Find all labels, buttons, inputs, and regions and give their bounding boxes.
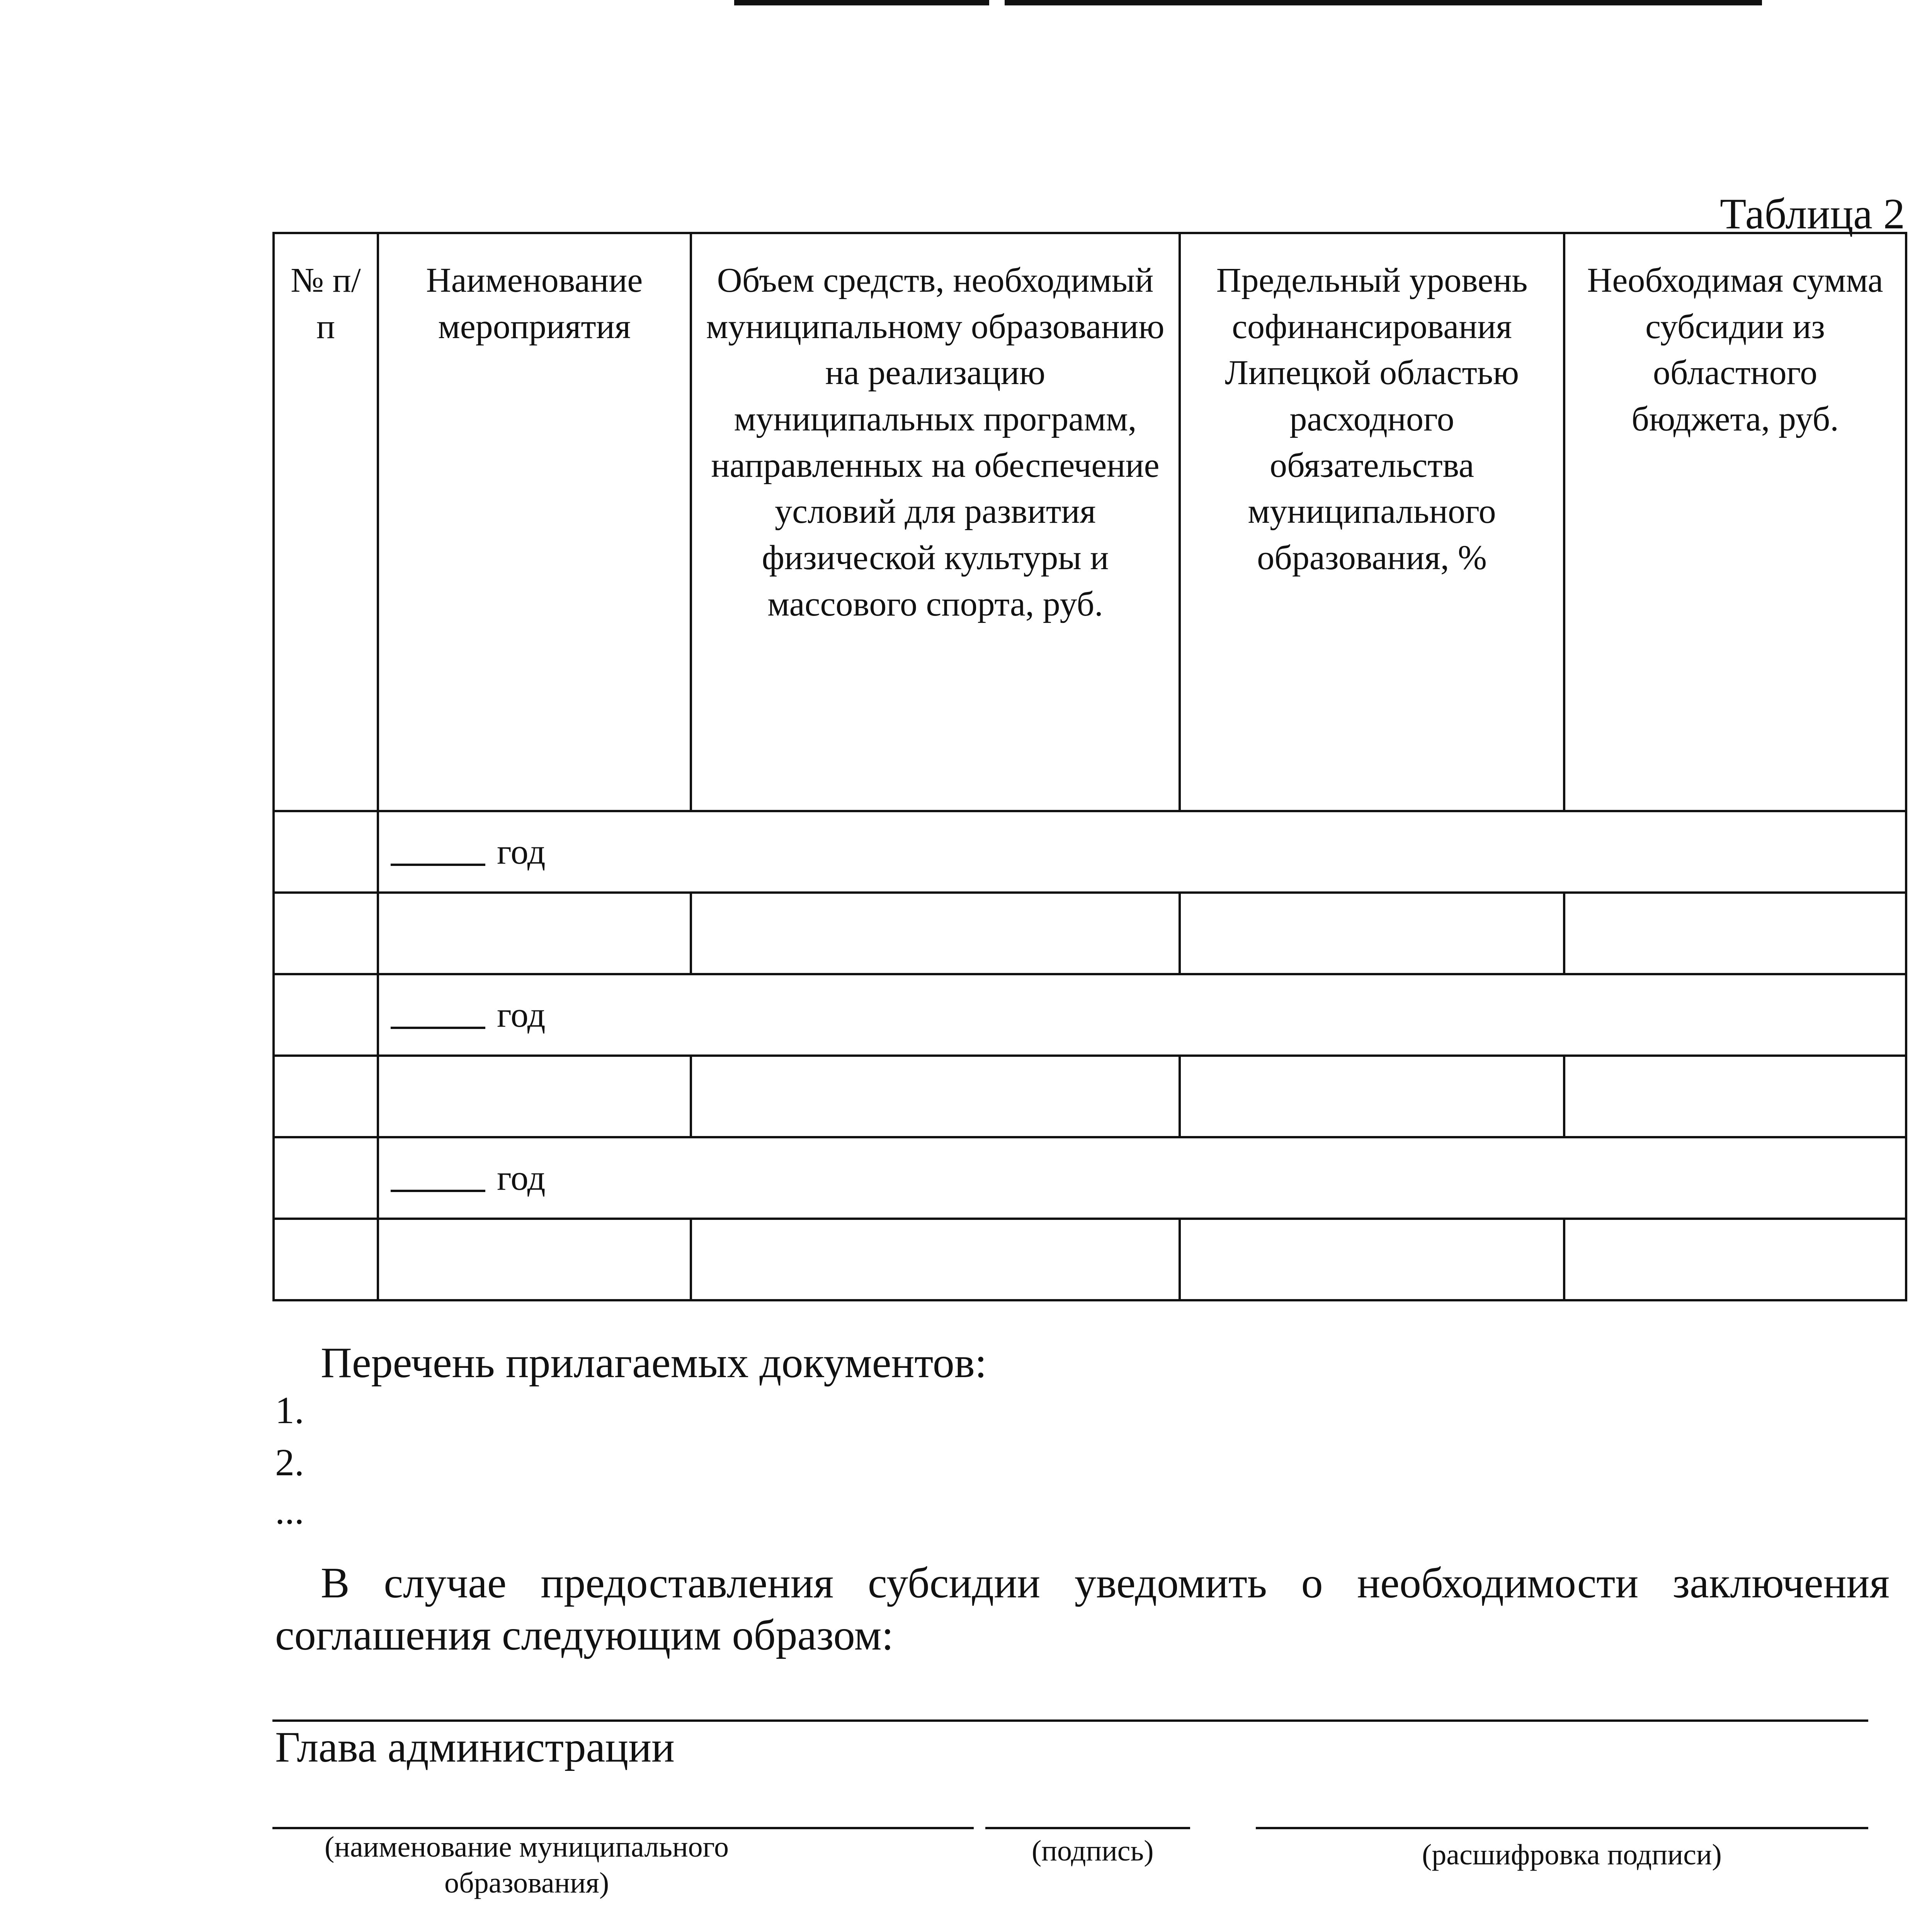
- year-label: год: [497, 1158, 546, 1198]
- cell-empty: [274, 1219, 378, 1300]
- scan-artifact-top: [734, 0, 1762, 5]
- cell-number: [274, 1137, 378, 1219]
- table-row-year-1: [274, 811, 1906, 893]
- header-event-name: Наименование мероприятия: [378, 233, 691, 811]
- notice-line-1: В случае предоставления субсидии уведомить о необходимости заключения: [321, 1559, 1889, 1607]
- documents-item-1: 1.: [275, 1389, 304, 1432]
- table-row: [274, 1056, 1906, 1137]
- header-funds-volume: Объем средств, необходимый муниципальному образованию на реализацию муниципальных программ, направленных на обеспечение условий для развития физической культуры и массового спорта, руб.: [691, 233, 1180, 811]
- header-cofinancing-level: Предельный уровень софинансирования Липецкой областью расходного обязательства муниципального образования, %: [1180, 233, 1564, 811]
- subsidy-table: [272, 232, 1907, 1301]
- head-title: Глава администрации: [275, 1723, 675, 1771]
- cell-empty: [1180, 1056, 1564, 1137]
- cell-year: [378, 974, 1906, 1056]
- head-caption-name-1: (наименование муниципального: [325, 1831, 729, 1863]
- cell-year: [378, 1137, 1906, 1219]
- cell-empty: [691, 893, 1180, 974]
- table-row-year-3: [274, 1137, 1906, 1219]
- year-blank: [391, 860, 485, 866]
- year-label: год: [497, 832, 546, 872]
- cell-number: [274, 811, 378, 893]
- scan-artifact-top-gap: [989, 0, 1005, 5]
- cell-empty: [1180, 1219, 1564, 1300]
- cell-empty: [1564, 1056, 1906, 1137]
- head-caption-name-2: образования): [444, 1867, 609, 1899]
- cell-empty: [378, 1056, 691, 1137]
- documents-item-3: ...: [275, 1489, 304, 1532]
- cell-empty: [274, 1056, 378, 1137]
- year-blank: [391, 1023, 485, 1029]
- head-decoding-line: [1256, 1827, 1868, 1829]
- header-subsidy-amount: Необходимая сумма субсидии из областного бюджета, руб.: [1564, 233, 1906, 811]
- cell-empty: [378, 1219, 691, 1300]
- head-signature-line: [985, 1827, 1190, 1829]
- documents-item-2: 2.: [275, 1441, 304, 1484]
- cell-empty: [274, 893, 378, 974]
- cell-number: [274, 974, 378, 1056]
- header-number: № п/п: [274, 233, 378, 811]
- head-name-line: [272, 1827, 974, 1829]
- year-label: год: [497, 995, 546, 1035]
- table-header-row: [274, 233, 1906, 811]
- cell-empty: [691, 1056, 1180, 1137]
- cell-empty: [1564, 1219, 1906, 1300]
- documents-title: Перечень прилагаемых документов:: [321, 1339, 987, 1387]
- head-caption-decoding: (расшифровка подписи): [1422, 1838, 1722, 1871]
- cell-year: [378, 811, 1906, 893]
- cell-empty: [1564, 893, 1906, 974]
- year-blank: [391, 1186, 485, 1192]
- notice-line-2: соглашения следующим образом:: [275, 1611, 894, 1659]
- cell-empty: [1180, 893, 1564, 974]
- table-row: [274, 893, 1906, 974]
- head-caption-signature: (подпись): [1032, 1835, 1154, 1867]
- table-label: Таблица 2: [1719, 190, 1905, 238]
- table-row: [274, 1219, 1906, 1300]
- table-row-year-2: [274, 974, 1906, 1056]
- cell-empty: [378, 893, 691, 974]
- cell-empty: [691, 1219, 1180, 1300]
